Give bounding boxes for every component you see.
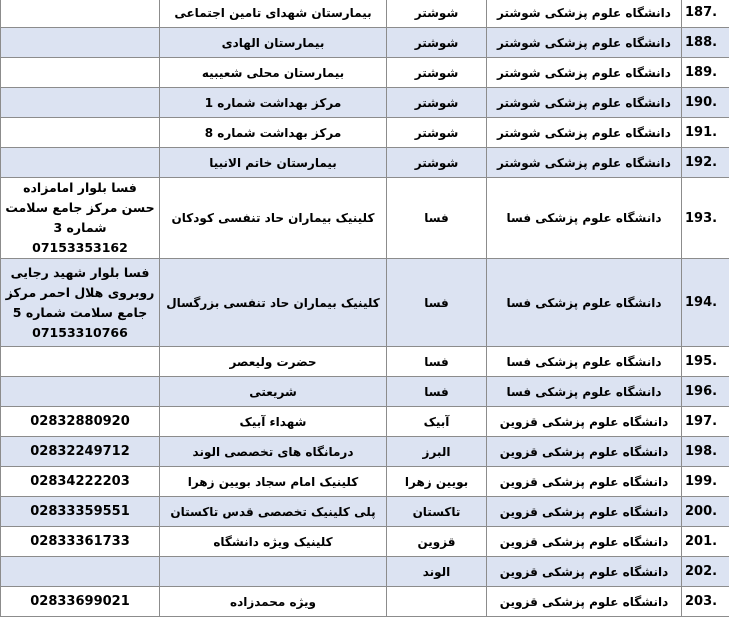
center-name-cell: کلینیک بیماران حاد تنفسی کودکان (160, 178, 387, 259)
contact-cell: فسا بلوار شهید رجایی روبروی هلال احمر مرکز جامع سلامت شماره 5 07153310766 (1, 259, 160, 347)
row-number-cell: 202. (682, 557, 729, 587)
contact-cell: فسا بلوار امامزاده حسن مرکز جامع سلامت شماره 3 07153353162 (1, 178, 160, 259)
contact-cell: 02833361733 (1, 527, 160, 557)
contact-cell (1, 118, 160, 148)
center-name-cell: بیمارستان محلی شعیبیه (160, 58, 387, 88)
contact-cell (1, 557, 160, 587)
table-row (1, 259, 729, 347)
city-cell: فسا (387, 178, 487, 259)
center-name-cell: بیمارستان شهدای تامین اجتماعی (160, 0, 387, 28)
center-name-cell: حضرت ولیعصر (160, 347, 387, 377)
university-cell: دانشگاه علوم پزشکی فسا (487, 178, 682, 259)
center-name-cell: درمانگاه های تخصصی الوند (160, 437, 387, 467)
university-cell: دانشگاه علوم پزشکی شوشتر (487, 58, 682, 88)
row-number-cell: 189. (682, 58, 729, 88)
table-row (1, 557, 729, 587)
row-number-cell: 193. (682, 178, 729, 259)
table-row (1, 28, 729, 58)
contact-cell (1, 377, 160, 407)
city-cell: آبیک (387, 407, 487, 437)
row-number-cell: 198. (682, 437, 729, 467)
row-number-cell: 190. (682, 88, 729, 118)
table-row (1, 118, 729, 148)
center-name-cell: پلی کلینیک تخصصی قدس تاکستان (160, 497, 387, 527)
university-cell: دانشگاه علوم پزشکی شوشتر (487, 118, 682, 148)
table-row (1, 497, 729, 527)
center-name-cell: کلینیک بیماران حاد تنفسی بزرگسال (160, 259, 387, 347)
contact-cell (1, 58, 160, 88)
city-cell: فسا (387, 347, 487, 377)
university-cell: دانشگاه علوم پزشکی قزوین (487, 497, 682, 527)
table-row (1, 407, 729, 437)
contact-cell: 02832880920 (1, 407, 160, 437)
city-cell: شوشتر (387, 148, 487, 178)
table-row (1, 0, 729, 28)
university-cell: دانشگاه علوم پزشکی قزوین (487, 557, 682, 587)
table-row (1, 377, 729, 407)
contact-cell (1, 148, 160, 178)
city-cell: شوشتر (387, 0, 487, 28)
contact-cell: 02833359551 (1, 497, 160, 527)
row-number-cell: 200. (682, 497, 729, 527)
center-name-cell: مرکز بهداشت شماره 8 (160, 118, 387, 148)
center-name-cell: ویژه محمدزاده (160, 587, 387, 617)
university-cell: دانشگاه علوم پزشکی قزوین (487, 527, 682, 557)
contact-cell: 02834222203 (1, 467, 160, 497)
city-cell: شوشتر (387, 58, 487, 88)
row-number-cell: 203. (682, 587, 729, 617)
university-cell: دانشگاه علوم پزشکی شوشتر (487, 28, 682, 58)
contact-cell (1, 347, 160, 377)
row-number-cell: 188. (682, 28, 729, 58)
center-name-cell: بیمارستان خاتم الانبیا (160, 148, 387, 178)
row-number-cell: 199. (682, 467, 729, 497)
table-row (1, 587, 729, 617)
table-row (1, 178, 729, 259)
row-number-cell: 196. (682, 377, 729, 407)
city-cell: البرز (387, 437, 487, 467)
university-cell: دانشگاه علوم پزشکی قزوین (487, 437, 682, 467)
table-row (1, 437, 729, 467)
university-cell: دانشگاه علوم پزشکی فسا (487, 259, 682, 347)
university-cell: دانشگاه علوم پزشکی شوشتر (487, 148, 682, 178)
center-name-cell: شریعتی (160, 377, 387, 407)
row-number-cell: 197. (682, 407, 729, 437)
table-row (1, 467, 729, 497)
center-name-cell (160, 557, 387, 587)
table-row (1, 88, 729, 118)
table-body (1, 0, 729, 617)
university-cell: دانشگاه علوم پزشکی شوشتر (487, 88, 682, 118)
center-name-cell: کلینیک امام سجاد بویین زهرا (160, 467, 387, 497)
table-row (1, 527, 729, 557)
table-row (1, 347, 729, 377)
center-name-cell: بیمارستان الهادی (160, 28, 387, 58)
contact-cell (1, 28, 160, 58)
center-name-cell: کلینیک ویژه دانشگاه (160, 527, 387, 557)
university-cell: دانشگاه علوم پزشکی شوشتر (487, 0, 682, 28)
city-cell: فسا (387, 259, 487, 347)
contact-cell (1, 0, 160, 28)
city-cell: الوند (387, 557, 487, 587)
row-number-cell: 191. (682, 118, 729, 148)
contact-cell: 02832249712 (1, 437, 160, 467)
city-cell: تاکستان (387, 497, 487, 527)
row-number-cell: 195. (682, 347, 729, 377)
table-row (1, 58, 729, 88)
contact-cell: 02833699021 (1, 587, 160, 617)
city-cell: شوشتر (387, 118, 487, 148)
city-cell: قزوین (387, 527, 487, 557)
city-cell: شوشتر (387, 28, 487, 58)
university-cell: دانشگاه علوم پزشکی قزوین (487, 407, 682, 437)
table-row (1, 148, 729, 178)
row-number-cell: 187. (682, 0, 729, 28)
contact-cell (1, 88, 160, 118)
row-number-cell: 194. (682, 259, 729, 347)
row-number-cell: 201. (682, 527, 729, 557)
center-name-cell: مرکز بهداشت شماره 1 (160, 88, 387, 118)
city-cell (387, 587, 487, 617)
center-name-cell: شهداء آبیک (160, 407, 387, 437)
city-cell: فسا (387, 377, 487, 407)
university-cell: دانشگاه علوم پزشکی فسا (487, 377, 682, 407)
row-number-cell: 192. (682, 148, 729, 178)
university-cell: دانشگاه علوم پزشکی قزوین (487, 467, 682, 497)
city-cell: شوشتر (387, 88, 487, 118)
city-cell: بویین زهرا (387, 467, 487, 497)
university-cell: دانشگاه علوم پزشکی قزوین (487, 587, 682, 617)
university-cell: دانشگاه علوم پزشکی فسا (487, 347, 682, 377)
